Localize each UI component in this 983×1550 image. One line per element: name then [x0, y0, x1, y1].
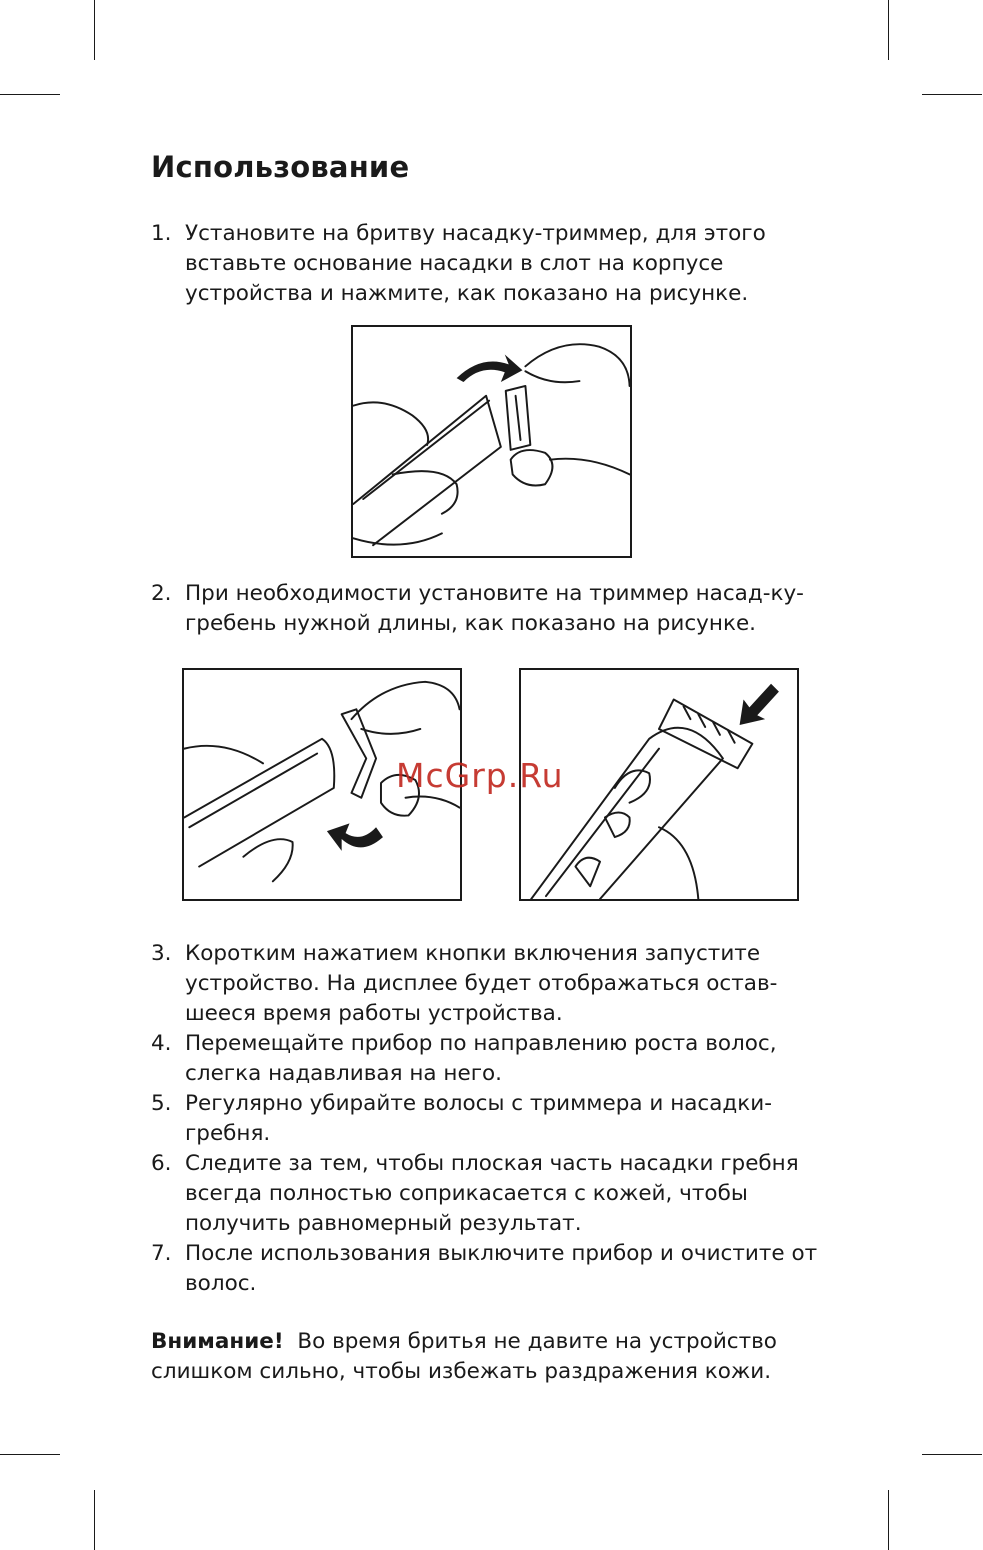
- step-text: Установите на бритву насадку-триммер, для этого вставьте основание насадки в слот на корпусе устройства и нажмите, как показано на рисунке.: [185, 221, 766, 306]
- step-item-7: [151, 1239, 841, 1299]
- crop-mark: [888, 0, 889, 60]
- step-number: 4.: [151, 1031, 172, 1056]
- step-text: После использования выключите прибор и очистите от волос.: [185, 1241, 818, 1296]
- step-text: При необходимости установите на триммер насад-ку-гребень нужной длины, как показано на рисунке.: [185, 581, 804, 636]
- step-item-4: [151, 1029, 841, 1089]
- step-item-5: [151, 1089, 841, 1149]
- crop-mark: [888, 1490, 889, 1550]
- step-number: 2.: [151, 581, 172, 606]
- crop-mark: [94, 0, 95, 60]
- step-number: 7.: [151, 1241, 172, 1266]
- step-item-6: [151, 1149, 841, 1239]
- crop-mark: [0, 94, 60, 95]
- step-item-1: [151, 219, 841, 309]
- step-item-2: [151, 579, 841, 639]
- step-text: Перемещайте прибор по направлению роста волос, слегка надавливая на него.: [185, 1031, 777, 1086]
- crop-mark: [922, 94, 982, 95]
- warning-text: Во время бритья не давите на устройство слишком сильно, чтобы избежать раздражения кожи.: [151, 1329, 777, 1384]
- step-number: 3.: [151, 941, 172, 966]
- crop-mark: [0, 1454, 60, 1455]
- step-number: 6.: [151, 1151, 172, 1176]
- step-item-3: [151, 939, 841, 1029]
- crop-mark: [922, 1454, 982, 1455]
- figure-attach-trimmer: [351, 325, 632, 558]
- warning-note: [151, 1327, 851, 1387]
- watermark: McGrp.Ru: [396, 756, 564, 795]
- step-number: 1.: [151, 221, 172, 246]
- illustration-trimmer-install: [353, 327, 630, 556]
- step-text: Коротким нажатием кнопки включения запустите устройство. На дисплее будет отображаться остав-шееся время работы устройства.: [185, 941, 778, 1026]
- crop-mark: [94, 1490, 95, 1550]
- step-number: 5.: [151, 1091, 172, 1116]
- page-title: Использование: [151, 150, 410, 184]
- step-text: Следите за тем, чтобы плоская часть насадки гребня всегда полностью соприкасается с кожей, чтобы получить равномерный результат.: [185, 1151, 799, 1236]
- step-text: Регулярно убирайте волосы с триммера и насадки-гребня.: [185, 1091, 773, 1146]
- warning-label: Внимание!: [151, 1329, 284, 1354]
